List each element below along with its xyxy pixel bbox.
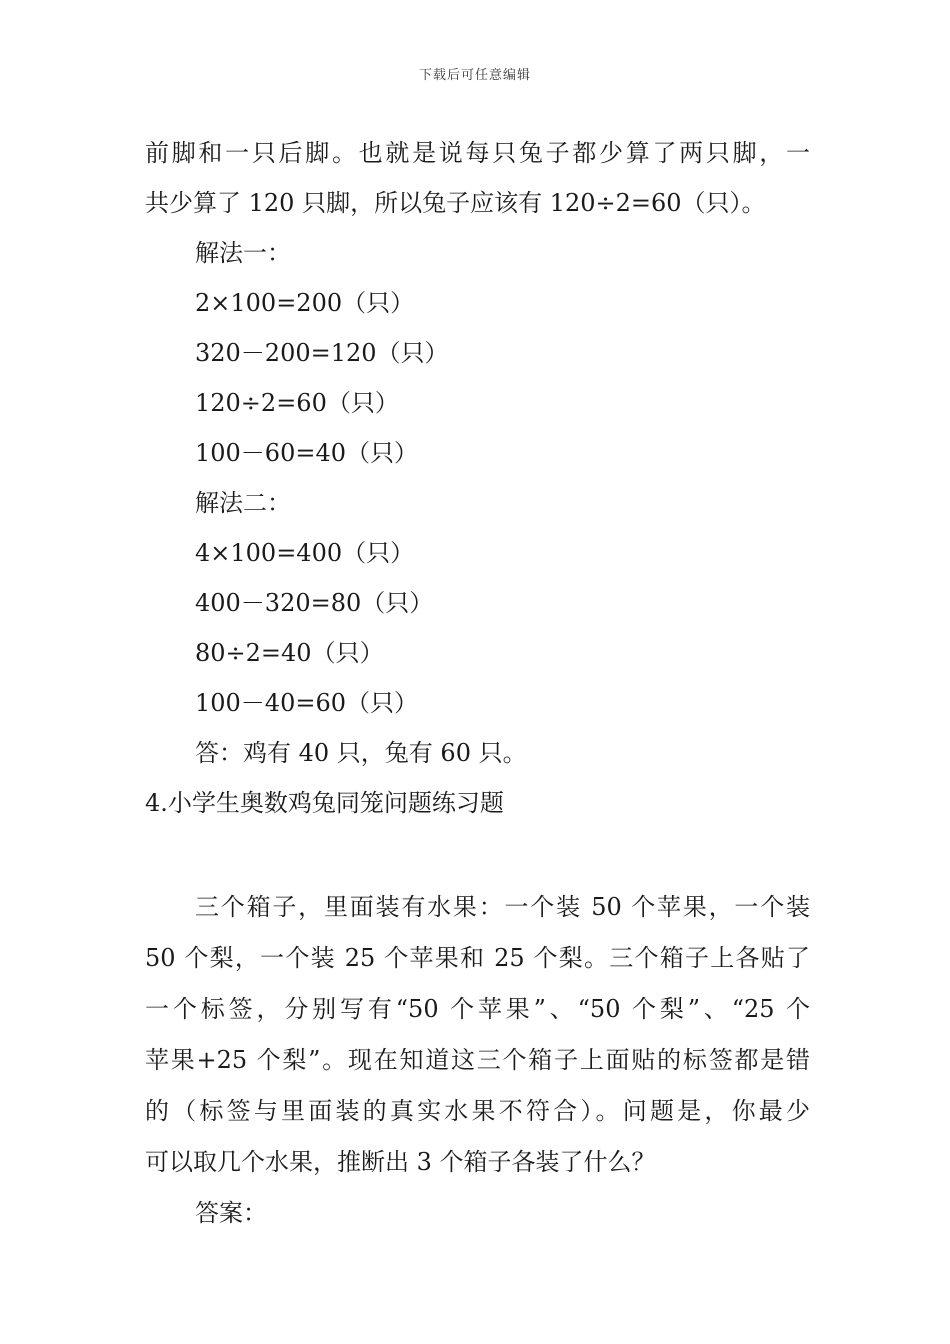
problem-line-4: 苹果+25 个梨”。现在知道这三个箱子上面贴的标签都是错: [145, 1046, 810, 1074]
solution2-step-3: 80÷2=40（只）: [195, 639, 384, 667]
page-header: 下载后可任意编辑: [418, 68, 531, 83]
solution1-step-2: 320－200=120（只）: [195, 339, 449, 367]
section-heading: 4.小学生奥数鸡兔同笼问题练习题: [145, 789, 504, 817]
problem-line-3: 一个标签，分别写有“50 个苹果”、“50 个梨”、“25 个: [145, 995, 810, 1023]
problem-line-6: 可以取几个水果，推断出 3 个箱子各装了什么？: [145, 1148, 656, 1176]
solution1-step-3: 120÷2=60（只）: [195, 389, 399, 417]
solution2-step-2: 400－320=80（只）: [195, 589, 434, 617]
problem-line-5: 的（标签与里面装的真实水果不符合）。问题是，你最少: [145, 1097, 810, 1125]
solution1-title: 解法一：: [195, 239, 291, 267]
section-spacer: [145, 828, 810, 882]
problem-line-1: 三个箱子，里面装有水果：一个装 50 个苹果，一个装: [195, 893, 810, 921]
solution2-step-4: 100－40=60（只）: [195, 689, 418, 717]
final-answer: 答：鸡有 40 只，兔有 60 只。: [195, 739, 527, 767]
solution1-step-1: 2×100=200（只）: [195, 289, 415, 317]
answer-label: 答案：: [195, 1199, 267, 1227]
document-body: [145, 128, 810, 1239]
problem-line-2: 50 个梨，一个装 25 个苹果和 25 个梨。三个箱子上各贴了: [145, 944, 810, 972]
solution2-title: 解法二：: [195, 489, 291, 517]
solution1-step-4: 100－60=40（只）: [195, 439, 418, 467]
intro-line-2: 共少算了 120 只脚，所以兔子应该有 120÷2=60（只）。: [145, 189, 766, 217]
solution2-step-1: 4×100=400（只）: [195, 539, 415, 567]
intro-line-1: 前脚和一只后脚。也就是说每只兔子都少算了两只脚，一: [145, 139, 810, 167]
